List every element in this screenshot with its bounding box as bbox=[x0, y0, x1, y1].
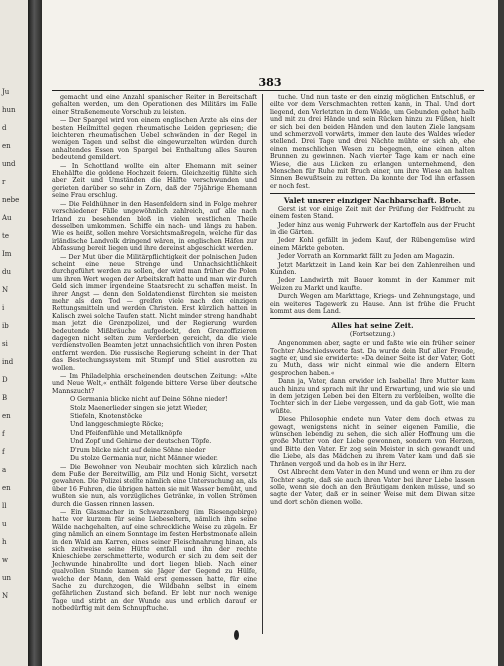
previous-page-fragment: nebe bbox=[2, 196, 20, 204]
newspaper-page bbox=[42, 0, 498, 666]
article-paragraph: — In Schottland wollte ein alter Ehemann mit seiner Ehehälfte die goldene Hochzeit feiern. Gleichzeitig fühlte sich aber Zeit und Umständen die Hälfte verschwunden und gerieten darüber so sehr in Zorn, daß der 75jährige Ehemann seine Frau erschlug. bbox=[52, 162, 257, 200]
market-line: Jeder Kohl gefällt in jedem Kauf, der Rübengemüse wird einem Märkte geboten. bbox=[270, 237, 475, 252]
story-paragraph: Dann ja, Vater, dann erwider ich Isabella! Ihre Mutter kam auch hinzu und sprach mit ihr und Erwartung, und wie sie und in dem jetzigen Leben bei den Eltern zu verbleiben, wollte die Tochter sich in der Liebe vergessen, und da gab Gott, wie man wüßte. bbox=[270, 378, 475, 415]
previous-page-fragment: te bbox=[2, 232, 9, 240]
previous-page-fragment: Ju bbox=[2, 88, 10, 96]
previous-page-fragment: a bbox=[2, 466, 7, 474]
previous-page-fragment: B bbox=[2, 394, 8, 402]
previous-page-fragment: f bbox=[2, 430, 5, 438]
left-column bbox=[52, 94, 257, 614]
story-heading: Alles hat seine Zeit. bbox=[331, 321, 414, 331]
left-column-articles bbox=[52, 94, 257, 395]
previous-page-fragment: N bbox=[2, 286, 9, 294]
right-column-intro bbox=[270, 94, 475, 190]
market-line: Jeder Vorrath an Kornmarkt fällt zu Jeden am Magazin. bbox=[278, 253, 455, 261]
previous-page-fragment: r bbox=[2, 178, 6, 186]
poem-line: Stiefeln, Knotenstöcke bbox=[70, 413, 143, 421]
previous-page-fragment: Im bbox=[2, 250, 12, 258]
article-paragraph: — Ein Glasmacher in Schwarzenberg (im Riesengebirge) hatte vor kurzem für seine Liebeseltern, nämlich ihm seine Wälde nachgehalten, auf eine schreckliche Weise zu zügeln. Er ging nämlich an einem Sonntage im festen Herbstmonate allein in den Wald am Karren, eines seiner Fleischnahrung hinan, als sich zeitweise seine Hütte entfall und ihn der rechte Knieschiebe zerschmetterte, wodurch er sich zu dem seit der Jechwunde hinabrollte und dort liegen blieb. Nach einer qualvollen Stunde kamen sie Jäger der Gegend zu Hülfe, welche der Mann, den Wald erst gemessen hatte, für eine Sache zu durchzogen, die Wildbahn selbst in einem gefährlichen Zustand sich befand. Er lebt nur noch wenige Tage und stirbt an der Wunde aus und erblich darauf er notbedürftig mit dem Schnupftuche. bbox=[52, 508, 257, 613]
left-column-after-poem bbox=[52, 464, 257, 613]
poem bbox=[52, 396, 257, 462]
poem-line: Und langgeschmiegte Röcke; bbox=[70, 421, 164, 429]
story-paragraph: Ost Albrecht dem Vater in den Mund und wenn er ihm zu der Tochter sagte, daß sie auch ihren Vater bei ihrer Liebe lassen solle, wenn sie doch an den Bräutigam denken müsse, und so sagte der Vater, daß er in seiner Weise mit dem Diwan sitze und dort schön dienen wolle. bbox=[270, 469, 475, 506]
market-heading: Valet unsrer einziger Nachbarschaft. Bote. bbox=[283, 196, 462, 206]
previous-page-fragment: en bbox=[2, 412, 11, 420]
previous-page-fragment: N bbox=[2, 592, 9, 600]
article-paragraph: — Die Feldhühner in den Hasenfeldern sind in Folge mehrer verschiedener Fälle ungewöhnlich zahlreich, auf alle nach Irland zu besehenden bloß in vielen westlichen Theile desselben umkommen. Schiffe ein nach- und längs zu haben. Wie es heißt, sollen mehre Vorsichtsmaßregeln, welche für das irländische Landvolk dringend wären, in englischen Häfen zur Abfassung bereit liegen und ihre dereinst abgeschickt werden. bbox=[52, 200, 257, 253]
previous-page-fragment: si bbox=[2, 340, 8, 348]
market-line: Gerst ist vor einige Zeit mit der Prüfung der Feldfrucht zu einem festen Stand. bbox=[270, 205, 475, 221]
poem-line: Stolz Maenerlieder singen sie jetzt Wieder, bbox=[70, 404, 208, 412]
market-line: Durch Wegen am Markttage, Kriegs- und Zehnungstage, und ein weiteres Tagewerk zu Hause. Ann ist frühe die Frucht kommt aus dem Land. bbox=[270, 293, 475, 315]
poem-line: Und Zopf und Gehirne der deutschen Töpfe. bbox=[70, 438, 212, 446]
story-paragraph: Diese Philosophie endete nun Vater dem doch etwas zu gewagt, wenigstens nicht in seiner eigenen Familie, die wünschen lebendig zu sehen, die sich aller Hoffnung um die große Mutter von der Liebe gewonnen, sondern von Herzen, und Bitte den Vater. Er zog sein Meister in sich gewandt und die Liebe, als das Mädchen zu ihrem Vater kam und daß sie Thränen vergoß und da hob es in ihr Herz. bbox=[270, 416, 475, 468]
section-rule bbox=[270, 318, 475, 319]
section-rule bbox=[270, 193, 475, 194]
right-column bbox=[270, 94, 475, 507]
poem-line: D'rum blicke nicht auf deine Söhne nieder bbox=[70, 446, 206, 454]
story-paragraph: Angenommen aber, sagte er und faßte wie ein früher seiner Tochter Abschiedsworte fast. Da wurde dein Ruf aller Freude, sagte er, und sie erwiderte: »Da deiner Seite ist der Vater, Gott zu Muth, dass wir nicht einmal wie die andern Eltern gesprochen haben.« bbox=[270, 340, 475, 377]
previous-page-fragment: d bbox=[2, 124, 7, 132]
column-divider bbox=[262, 94, 263, 634]
previous-page-fragment: w bbox=[2, 556, 8, 564]
previous-page-fragment: ll bbox=[2, 502, 7, 510]
previous-page-fragment: f bbox=[2, 448, 5, 456]
previous-page-fragment: h bbox=[2, 538, 7, 546]
story-subheading: (Fortsetzung.) bbox=[349, 330, 396, 338]
previous-page-fragment: Au bbox=[2, 214, 12, 222]
poem-line: O Germania blicke nicht auf Deine Söhne nieder! bbox=[70, 396, 228, 404]
story-text bbox=[270, 340, 475, 506]
previous-page-fragment: en bbox=[2, 142, 11, 150]
poem-line: Und Pfeifenfühle und Metallknöpfe bbox=[70, 429, 183, 437]
previous-page-fragment: un bbox=[2, 574, 12, 582]
previous-page-edge bbox=[0, 0, 28, 666]
market-line: Jeder hinz aus wenig Fuhrwerk der Kartoffeln aus der Frucht in die Gärten. bbox=[270, 221, 475, 236]
article-paragraph: — Im Philadelphia erscheinenden deutschen Zeitung: »Alte und Neue Welt,« enthält folgende bittere Verse über deutsche Mannszucht? bbox=[52, 373, 257, 395]
previous-page-fragment: ind bbox=[2, 358, 14, 366]
market-line: Jeder Landwirth mit Bauer kommt in der Kammer mit Weizen zu Markt und kaufte. bbox=[270, 277, 475, 292]
ink-mark bbox=[234, 630, 239, 640]
article-paragraph: — Der Spargel wird von einem englischen Arzte als eins der besten Heilmittel gegen rheumatische Leiden gepriesen; die leichteren rheumatischen Uebel schwänden in der Regel in wenigen Tagen und selbst die eingewurzelten würden durch anhaltendes Essen von Spargel bei Enthaltung alles Sauren bedeutend gemildert. bbox=[52, 117, 257, 162]
article-paragraph: tuche. Und nun taste er den einzig möglichen Entschluß, er eilte vor dem Verschmachten retten kann, in Thal. Und dort liegend, den Verletzten in dem Walde, um Gebunden gehet halb und mit zu drei Hände und sein Rücken hinzu zu Füßen, hielt er sich bei den beiden Händen und den lauten Ziele langsam und schmerzvoll vorwärts, immer den laute des Waldes wieder stellend. Drei Tage und drei Nächte mühte er sich ab, ehe einen menschlichen Wesen zu begegnen, eine einen alten Brunnen zu gewinnen. Nach vierter Tage kam er nach eine Wiese, die aus Lücken zu erlangen unternehmend, den Menschen für Ruhe mit Bruch einer, um ihre Wiese an halten Sinnen Bewußtsein zu retten. Da konnte der Tod ihn erfassen er noch fest. bbox=[270, 94, 475, 190]
previous-page-fragment: D bbox=[2, 376, 8, 384]
previous-page-fragment: du bbox=[2, 268, 11, 276]
previous-page-fragment: en bbox=[2, 484, 11, 492]
page-number: 383 bbox=[258, 76, 282, 89]
market-line: Jetzt Marktzeit in Land kein Kar bei den Zahlenreihen und Kunden. bbox=[270, 261, 475, 276]
poem-line: Du stolze Germania nur, nicht Männer wieder. bbox=[70, 455, 218, 463]
previous-page-fragment: i bbox=[2, 304, 5, 312]
header-rule bbox=[52, 90, 484, 91]
previous-page-fragment: u bbox=[2, 520, 7, 528]
article-paragraph: — Die Bewohner von Neubair mochten sich kürzlich nach dem Fuße der Bereitwillig, am Pilz und Honig Sicht, versetzt gewahren. Die Polizei stellte nämlich eine Untersuchung an, als über 16 Fuhren, die übrigen hatten sie mit Wasser bemüht, und wußten sie nun, als vorzügliches Getränke, in vollen Strömen durch die Gassen rinnen lassen. bbox=[52, 463, 257, 508]
article-paragraph: — Der Mut über die Militärpflichtigkeit der polnischen Juden scheint eine neue Strenge und Unnachsichtlichkeit durchgeführt werden zu sollen, der wird man früher die Polen um ihren Wert wegen der Arbeitskraft hatte und man wir durch Geld sich immer irgendeine Staatsrecht zu schaffen meist. In ihrer Angst — denn den Soldatendienst fürchten sie meisten mehr als den Tod — greifen viele nach den einzigen Rettungsmitteln und werden Christen. Erst kürzlich hatten in Kalisch zwei solche Taufen statt. Nicht minder streng handhabt man jetzt die Grenzpolizei, und der Regierung wurden bedeutende Mißbräuche aufgedeckt, den Grenzoffizieren dagegen nicht selten zum Verderben gereicht, da die viele verdienstvollen Beamten jetzt unnachsichtlich von ihren Posten entfernt werden. Die russische Regierung scheint in der That das Bestechungssystem mit Stumpf und Stiel ausrotten zu wollen. bbox=[52, 253, 257, 372]
previous-page-fragment: hun bbox=[2, 106, 16, 114]
previous-page-fragment: und bbox=[2, 160, 16, 168]
book-gutter bbox=[28, 0, 42, 666]
article-paragraph: gemacht und eine Anzahl spanischer Reiter in Bereitschaft gehalten werden, um den Operationen des Militärs im Falle einer Straßenemeute Vorschub zu leisten. bbox=[52, 94, 257, 116]
market-report bbox=[270, 206, 475, 316]
previous-page-fragment: ib bbox=[2, 322, 9, 330]
